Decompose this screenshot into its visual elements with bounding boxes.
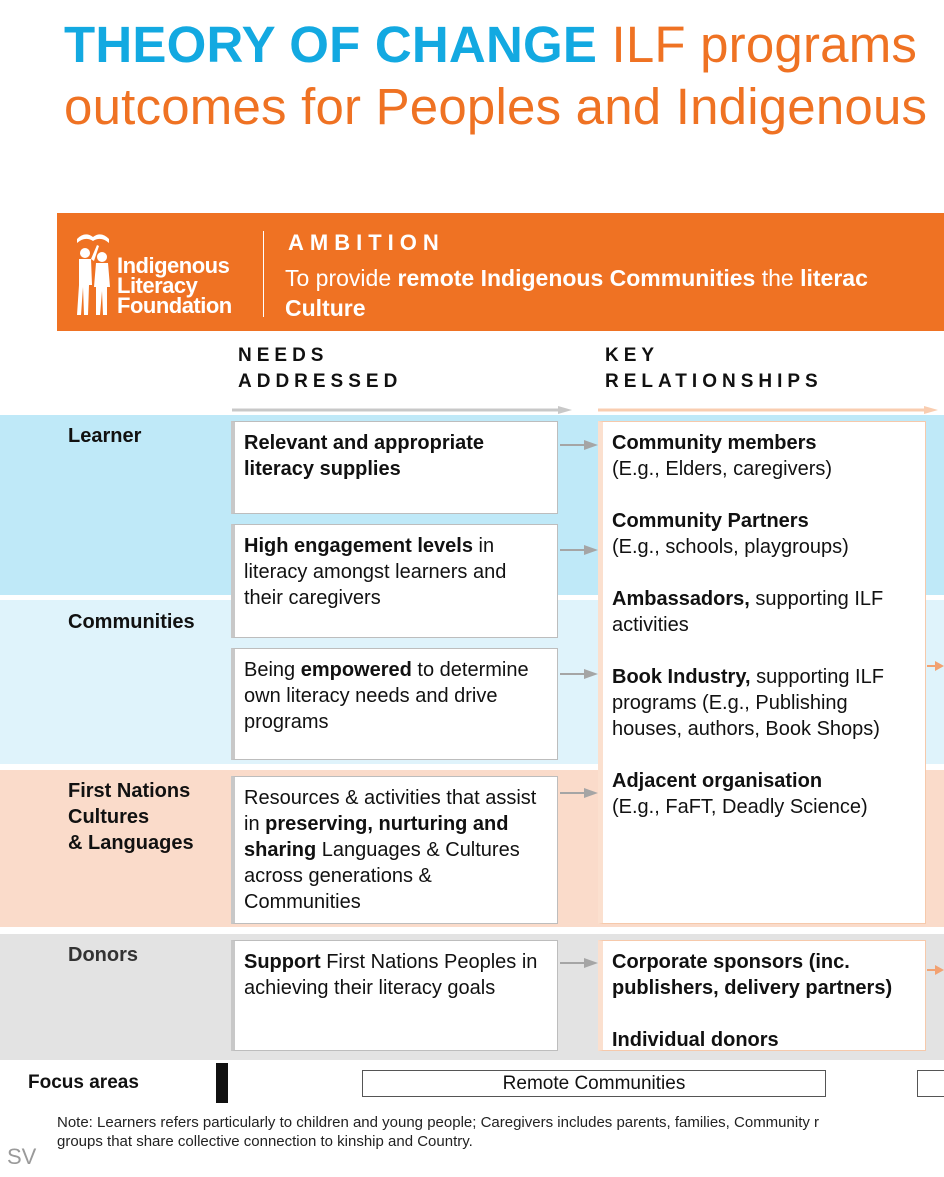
need-empowered: Being empowered to determine own literacy needs and drive programs [231, 648, 558, 760]
rel-corporate-sponsors: Corporate sponsors (inc. publishers, delivery partners) [612, 951, 893, 999]
focus-next-box [917, 1070, 944, 1097]
row-label-first-nations: First Nations Cultures & Languages [68, 780, 194, 854]
title-line-1 [64, 15, 917, 75]
rel-community-partners: Community Partners (E.g., schools, playgroups) [612, 510, 849, 558]
rel-individual-donors: Individual donors [612, 1029, 779, 1051]
focus-remote-communities: Remote Communities [362, 1070, 826, 1097]
title-theory-of-change: THEORY OF CHANGE [64, 16, 598, 73]
arrow-5 [560, 955, 598, 973]
arrow-out-1 [927, 658, 944, 676]
rel-ambassadors: Ambassadors, supporting ILF activities [612, 588, 884, 636]
logo-word-1: Indigenous [117, 253, 230, 278]
header-divider [263, 231, 264, 317]
ilf-logo-text [117, 253, 232, 318]
needs-addressed-heading: NEEDS ADDRESSED [238, 345, 403, 392]
rel-adjacent-organisation: Adjacent organisation (E.g., FaFT, Deadly Science) [612, 770, 868, 818]
arrow-4 [560, 785, 598, 803]
need-literacy-supplies: Relevant and appropriate literacy supplies [231, 421, 558, 514]
arrow-2 [560, 542, 598, 560]
row-label-communities: Communities [68, 611, 195, 633]
ambition-label: AMBITION [288, 230, 445, 255]
arrow-out-2 [927, 962, 944, 980]
key-relationships-donors [598, 940, 926, 1051]
ilf-logo-icon [71, 227, 117, 319]
initials: SV [7, 1144, 37, 1169]
ambition-header [57, 213, 944, 331]
key-relationships-heading: KEY RELATIONSHIPS [605, 345, 823, 392]
logo-word-3: Foundation [117, 293, 232, 318]
rel-book-industry: Book Industry, supporting ILF programs (E.g., Publishing houses, authors, Book Shops) [612, 666, 884, 740]
arrow-1 [560, 437, 598, 455]
need-support: Support First Nations Peoples in achieving their literacy goals [231, 940, 558, 1051]
title-line-2: outcomes for Peoples and Indigenous [64, 78, 928, 135]
logo-word-2: Literacy [117, 273, 198, 298]
ambition-line-2: Culture [285, 295, 366, 321]
focus-marker [216, 1063, 228, 1103]
need-engagement: High engagement levels in literacy amongst learners and their caregivers [231, 524, 558, 638]
ambition-text [285, 263, 868, 323]
ambition-line-1: To provide remote Indigenous Communities the literac [285, 265, 868, 291]
row-label-donors: Donors [68, 944, 138, 966]
footnote: Note: Learners refers particularly to children and young people; Caregivers includes parents, families, Community r groups that share collective connection to kinship and Country. [57, 1114, 820, 1150]
row-label-learner: Learner [68, 425, 142, 447]
title-ilf-programs: ILF programs [611, 16, 918, 73]
need-preserving-culture: Resources & activities that assist in preserving, nurturing and sharing Languages & Cultures across generations & Communities [231, 776, 558, 924]
key-relationships-community [598, 421, 926, 924]
focus-areas-label: Focus areas [28, 1072, 139, 1093]
rel-community-members: Community members (E.g., Elders, caregivers) [612, 432, 833, 480]
arrow-3 [560, 666, 598, 684]
